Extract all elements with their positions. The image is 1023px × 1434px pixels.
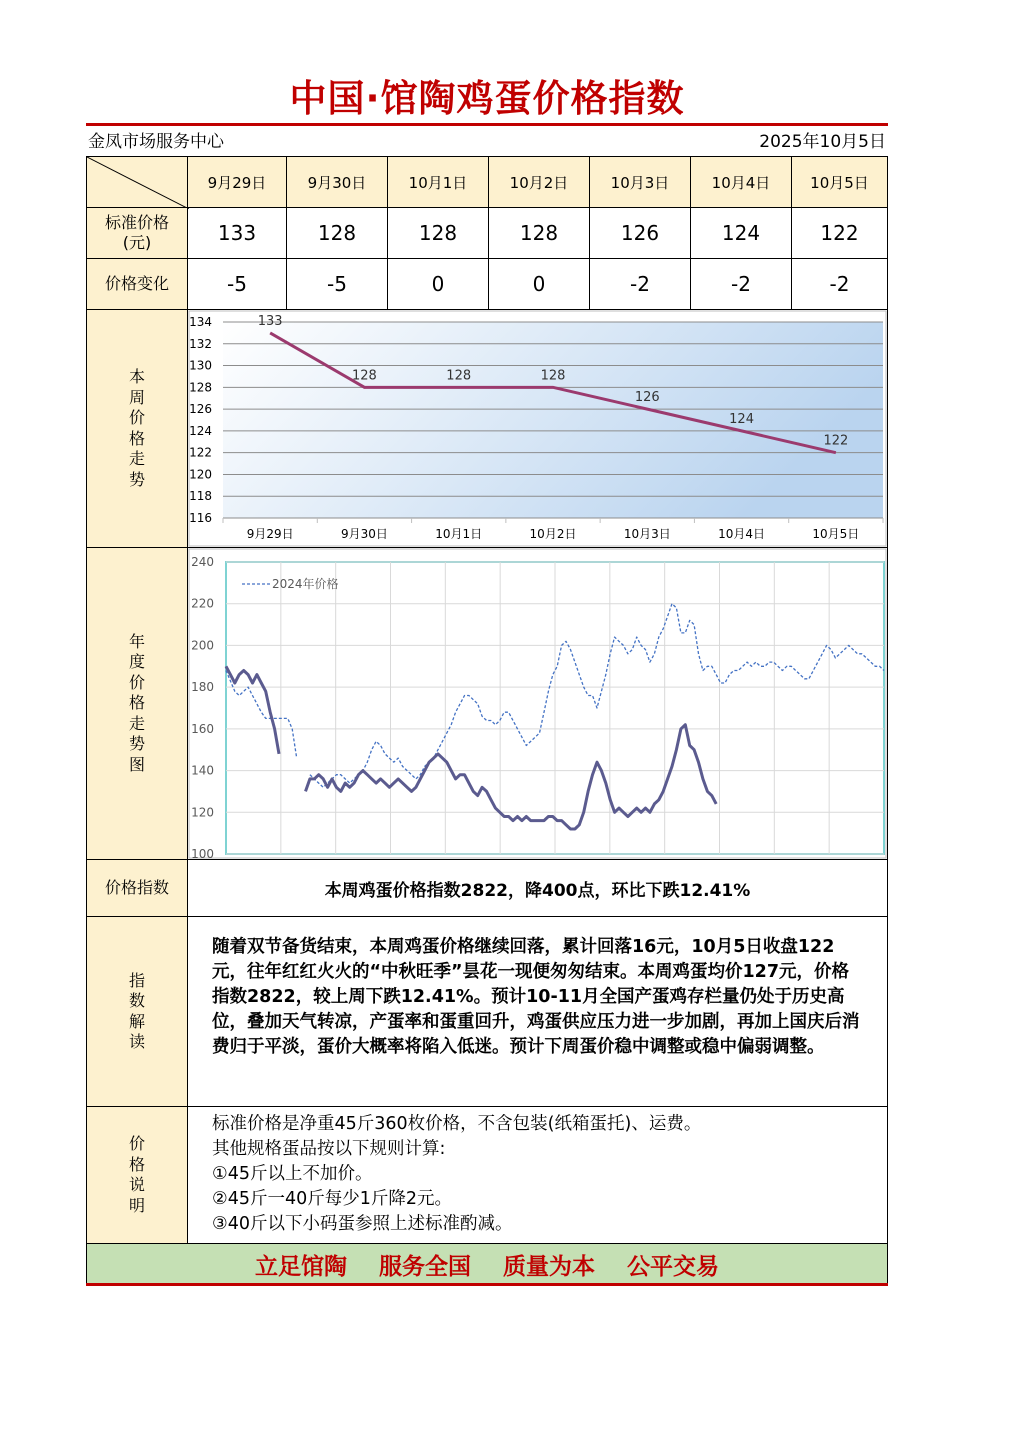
price-value-cell bbox=[690, 207, 792, 259]
price-value-cell bbox=[286, 207, 388, 259]
annual-chart-label bbox=[86, 547, 188, 860]
slogan: 立足馆陶 bbox=[255, 1254, 347, 1280]
note-line: 标准价格是净重45斤360枚价格，不含包装(纸箱蛋托)、运费。 bbox=[212, 1114, 702, 1134]
change-value-cell bbox=[187, 258, 287, 310]
main-title: 中国·馆陶鸡蛋价格指数 bbox=[289, 77, 685, 120]
change-value-cell bbox=[690, 258, 792, 310]
date-header: 9月29日 bbox=[207, 173, 267, 192]
annual-ytick-label: 140 bbox=[191, 763, 214, 778]
annual-ytick-label: 200 bbox=[191, 638, 214, 653]
change-value: -2 bbox=[829, 272, 850, 296]
annual-ytick-label: 220 bbox=[191, 596, 214, 611]
weekly-ytick-label: 116 bbox=[189, 511, 212, 525]
annual-price-chart bbox=[188, 548, 887, 859]
weekly-data-label: 122 bbox=[823, 433, 849, 449]
weekly-data-label: 128 bbox=[540, 368, 566, 384]
index-summary: 本周鸡蛋价格指数2822，降400点，环比下跌12.41% bbox=[324, 880, 751, 901]
weekly-xtick-label: 10月2日 bbox=[529, 527, 577, 541]
change-value-cell bbox=[488, 258, 590, 310]
slogan-rule bbox=[86, 1283, 888, 1286]
interp-paragraph: 随着双节备货结束，本周鸡蛋价格继续回落，累计回落16元，10月5日收盘122元，往年红红火火的“中秋旺季”昙花一现便匆匆结束。本周鸡蛋均价127元，价格指数2822，较上周下跌12.41%。预计10-11月全国产蛋鸡存栏量仍处于历史高位，叠加天气转凉，产蛋率和蛋重回升，鸡蛋供应压力进一步加剧，再加上国庆后消费归于平淡，蛋价大概率将陷入低迷。预计下周蛋价稳中调整或稳中偏弱调整。 bbox=[212, 937, 860, 1057]
price-value: 128 bbox=[317, 221, 357, 245]
title-rule bbox=[86, 123, 888, 126]
change-value: -5 bbox=[227, 272, 247, 296]
weekly-chart-label bbox=[86, 309, 188, 548]
weekly-ytick-label: 134 bbox=[189, 315, 212, 329]
weekly-ytick-label: 130 bbox=[189, 358, 212, 373]
index-row-label bbox=[86, 859, 188, 917]
weekly-xtick-label: 10月3日 bbox=[623, 527, 671, 541]
weekly-xtick-label: 10月1日 bbox=[435, 527, 483, 541]
weekly-chart-cell bbox=[187, 309, 888, 548]
slogan-bar bbox=[86, 1243, 888, 1286]
weekly-data-label: 128 bbox=[446, 368, 472, 384]
weekly-chart-label-text: 本周价格走势 bbox=[128, 367, 145, 489]
weekly-data-label: 128 bbox=[352, 368, 377, 384]
change-value: -5 bbox=[327, 272, 347, 296]
date-header-cell bbox=[488, 156, 590, 208]
date-header: 10月1日 bbox=[408, 173, 468, 192]
date-header-cell bbox=[690, 156, 792, 208]
change-row-label-text: 价格变化 bbox=[104, 274, 169, 293]
weekly-ytick-label: 124 bbox=[189, 423, 212, 438]
weekly-data-label: 133 bbox=[257, 313, 283, 329]
note-line: ②45斤一40斤每少1斤降2元。 bbox=[212, 1189, 452, 1209]
change-row-label bbox=[86, 258, 188, 310]
date-header-cell bbox=[187, 156, 287, 208]
weekly-data-label: 126 bbox=[634, 390, 660, 406]
notes-row-label-text: 价格说明 bbox=[128, 1134, 145, 1215]
price-value: 122 bbox=[820, 221, 859, 245]
notes-row-label bbox=[86, 1106, 188, 1244]
annual-chart-cell bbox=[187, 547, 888, 860]
weekly-data-label: 124 bbox=[729, 411, 754, 427]
change-value: 0 bbox=[532, 272, 546, 296]
date-header: 9月30日 bbox=[307, 173, 367, 192]
slogan: 公平交易 bbox=[627, 1254, 719, 1280]
date-header-cell bbox=[791, 156, 888, 208]
price-value: 128 bbox=[519, 221, 559, 245]
date-header: 10月2日 bbox=[509, 173, 569, 192]
price-row-label-text: 标准价格(元) bbox=[104, 213, 169, 252]
weekly-ytick-label: 132 bbox=[189, 336, 212, 351]
change-value: -2 bbox=[630, 272, 650, 296]
date-header-cell bbox=[589, 156, 691, 208]
change-value: 0 bbox=[431, 272, 445, 296]
price-value: 128 bbox=[418, 221, 458, 245]
interp-row-label-text: 指数解读 bbox=[128, 970, 145, 1051]
price-value-cell bbox=[488, 207, 590, 259]
price-row-label bbox=[86, 207, 188, 259]
price-value-cell bbox=[187, 207, 287, 259]
annual-ytick-label: 240 bbox=[191, 555, 214, 569]
note-line: 其他规格蛋品按以下规则计算: bbox=[212, 1139, 446, 1159]
price-value-cell bbox=[589, 207, 691, 259]
change-value-cell bbox=[589, 258, 691, 310]
note-line: ③40斤以下小码蛋参照上述标准酌减。 bbox=[212, 1214, 513, 1234]
annual-ytick-label: 100 bbox=[191, 847, 214, 859]
weekly-xtick-label: 10月4日 bbox=[718, 527, 766, 541]
weekly-xtick-label: 10月5日 bbox=[812, 527, 860, 541]
change-value-cell bbox=[387, 258, 489, 310]
annual-ytick-label: 160 bbox=[191, 721, 214, 736]
annual-ytick-label: 120 bbox=[191, 805, 214, 820]
slogan: 服务全国 bbox=[379, 1254, 471, 1280]
weekly-ytick-label: 128 bbox=[189, 380, 212, 395]
price-value: 126 bbox=[620, 221, 660, 245]
change-value: -2 bbox=[731, 272, 751, 296]
price-value-cell bbox=[387, 207, 489, 259]
price-value: 124 bbox=[721, 221, 761, 245]
annual-ytick-label: 180 bbox=[191, 680, 214, 695]
note-line: ①45斤以上不加价。 bbox=[212, 1164, 373, 1184]
annual-legend-label: 2024年价格 bbox=[272, 577, 339, 591]
weekly-ytick-label: 126 bbox=[189, 402, 212, 417]
corner-cell bbox=[86, 156, 188, 208]
price-value: 133 bbox=[217, 221, 257, 245]
weekly-xtick-label: 9月29日 bbox=[246, 527, 294, 541]
price-value-cell bbox=[791, 207, 888, 259]
weekly-price-chart bbox=[188, 310, 887, 547]
date-header-cell bbox=[387, 156, 489, 208]
weekly-ytick-label: 118 bbox=[189, 489, 212, 504]
corner-diagonal bbox=[87, 157, 189, 209]
change-value-cell bbox=[286, 258, 388, 310]
notes-list bbox=[212, 1112, 872, 1237]
report-date: 2025年10月5日 bbox=[759, 132, 886, 152]
date-header-cell bbox=[286, 156, 388, 208]
date-header: 10月4日 bbox=[711, 173, 771, 192]
index-row-label-text: 价格指数 bbox=[104, 878, 169, 897]
slogan: 质量为本 bbox=[503, 1254, 595, 1280]
index-row-cell bbox=[187, 859, 888, 917]
weekly-xtick-label: 9月30日 bbox=[340, 527, 388, 541]
change-value-cell bbox=[791, 258, 888, 310]
date-header: 10月5日 bbox=[810, 173, 869, 192]
interp-row-label bbox=[86, 916, 188, 1107]
annual-chart-label-text: 年度价格走势图 bbox=[128, 631, 145, 774]
weekly-ytick-label: 120 bbox=[189, 467, 212, 482]
date-header: 10月3日 bbox=[610, 173, 670, 192]
weekly-ytick-label: 122 bbox=[189, 445, 212, 460]
org-name: 金凤市场服务中心 bbox=[88, 132, 224, 152]
